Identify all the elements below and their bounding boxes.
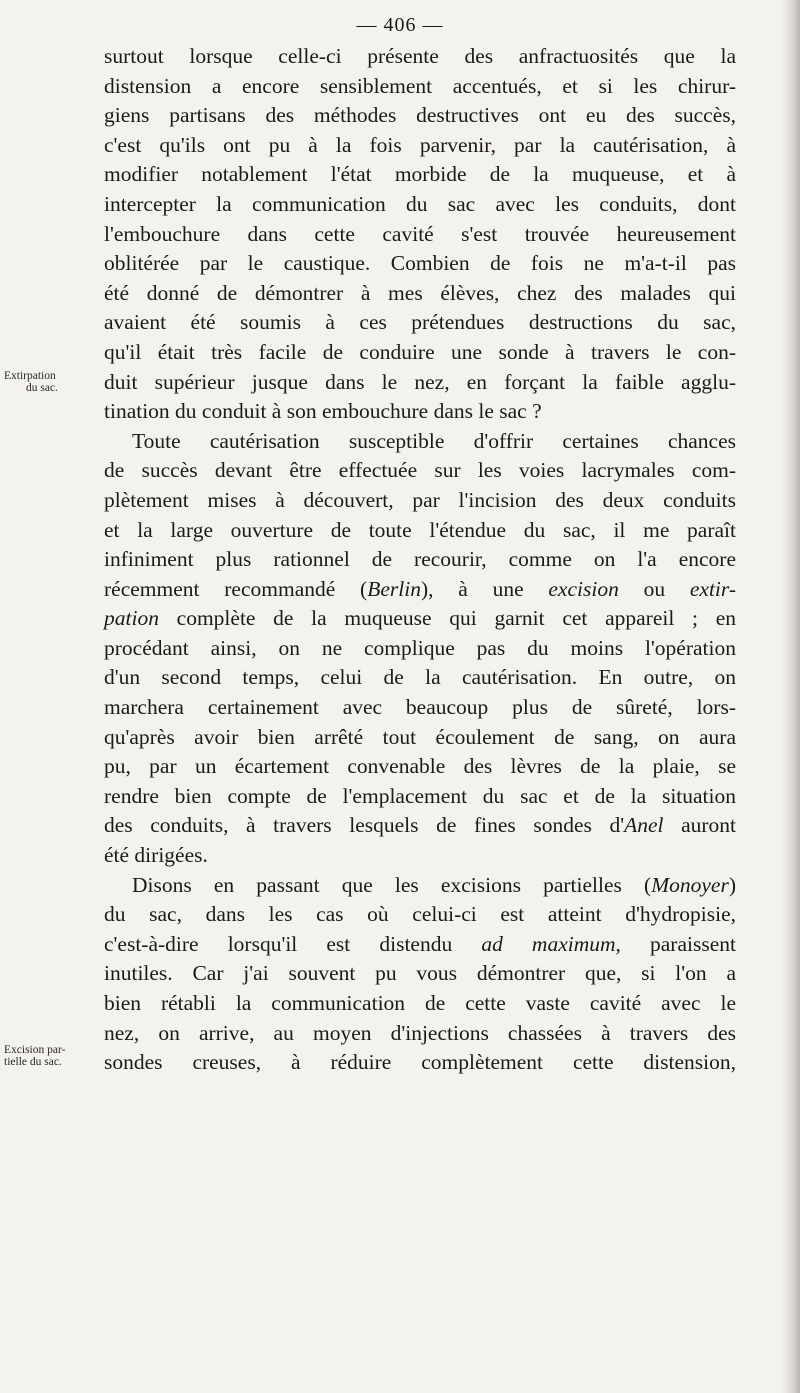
text-run: c'est-à-dire lorsqu'il est distendu [104, 931, 482, 956]
emphasis: pation [104, 606, 159, 631]
page-edge-shadow [782, 0, 800, 1393]
text-line: intercepter la communication du sac avec les conduits, dont [104, 191, 736, 216]
text-line: distension a encore sensiblement accentués, et si les chirur- [104, 73, 736, 98]
text-line: qu'il était très facile de conduire une sonde à travers le con- [104, 339, 736, 364]
text-run: , paraissent [615, 931, 736, 956]
text-line: marchera certainement avec beaucoup plus de sûreté, lors- [104, 695, 736, 720]
margin-note-excision [4, 1044, 96, 1068]
author-name: Berlin [367, 576, 421, 601]
text-run: Disons en passant que les excisions partielles ( [132, 872, 652, 897]
text-line: avaient été soumis à ces prétendues destructions du sac, [104, 310, 736, 335]
text-line: d'un second temps, celui de la cautérisation. En outre, on [104, 665, 736, 690]
text-run: complète de la muqueuse qui garnit cet appareil ; en [158, 606, 736, 631]
text-line: giens partisans des méthodes destructives ont eu des succès, [104, 103, 736, 128]
margin-note-line: tielle du sac. [4, 1056, 62, 1068]
text-run: des conduits, à travers lesquels de fines sondes d' [104, 813, 625, 838]
text-run: ou [618, 576, 690, 601]
author-name: Monoyer [651, 872, 729, 897]
text-line: oblitérée par le caustique. Combien de fois ne m'a-t-il pas [104, 251, 736, 276]
text-line: infiniment plus rationnel de recourir, comme on l'a encore [104, 547, 736, 572]
text-line [104, 930, 736, 960]
text-line: modifier notablement l'état morbide de la muqueuse, et à [104, 162, 736, 187]
text-run: auront [663, 813, 736, 838]
text-line: nez, on arrive, au moyen d'injections chassées à travers des [104, 1020, 736, 1045]
text-line [104, 604, 736, 634]
margin-note-extirpation [4, 370, 96, 394]
text-line: inutiles. Car j'ai souvent pu vous démontrer que, si l'on a [104, 961, 736, 986]
text-line: surtout lorsque celle-ci présente des anfractuosités que la [104, 44, 736, 68]
emphasis: excision [548, 576, 619, 601]
text-line: du sac, dans les cas où celui-ci est atteint d'hydropisie, [104, 902, 736, 927]
text-line: duit supérieur jusque dans le nez, en forçant la faible agglu- [104, 369, 736, 394]
text-run: récemment recommandé ( [104, 576, 368, 601]
margin-note-line: Extirpation [4, 370, 56, 382]
text-line: procédant ainsi, on ne complique pas du moins l'opération [104, 635, 736, 660]
emphasis: ad maximum [481, 931, 616, 956]
text-line: tination du conduit à son embouchure dans le sac ? [104, 399, 542, 424]
text-run: ), à une [420, 576, 549, 601]
text-line: l'embouchure dans cette cavité s'est trouvée heureusement [104, 221, 736, 246]
text-line: c'est qu'ils ont pu à la fois parvenir, par la cautérisation, à [104, 132, 736, 157]
text-line: qu'après avoir bien arrêté tout écoulement de sang, on aura [104, 724, 736, 749]
margin-note-line: du sac. [26, 382, 58, 394]
text-run: ) [728, 872, 736, 897]
text-line [104, 871, 736, 901]
text-line: été dirigées. [104, 843, 208, 868]
text-line: Toute cautérisation susceptible d'offrir certaines chances [132, 428, 736, 453]
page-number: — 406 — [356, 14, 444, 36]
text-line: de succès devant être effectuée sur les voies lacrymales com- [104, 458, 736, 483]
text-line [104, 575, 736, 605]
text-line: bien rétabli la communication de cette vaste cavité avec le [104, 991, 736, 1015]
text-line: été donné de démontrer à mes élèves, chez des malades qui [104, 280, 736, 305]
emphasis: extir- [689, 576, 736, 601]
text-line: et la large ouverture de toute l'étendue du sac, il me paraît [104, 517, 736, 542]
margin-note-line: Excision par- [4, 1044, 66, 1056]
text-line: sondes creuses, à réduire complètement cette distension, [104, 1050, 736, 1075]
text-line: plètement mises à découvert, par l'incision des deux conduits [104, 487, 736, 512]
text-line [104, 811, 736, 841]
author-name: Anel [624, 813, 664, 838]
text-line: rendre bien compte de l'emplacement du sac et de la situation [104, 783, 736, 808]
body-text [104, 42, 736, 1078]
text-line: pu, par un écartement convenable des lèvres de la plaie, se [104, 754, 736, 779]
